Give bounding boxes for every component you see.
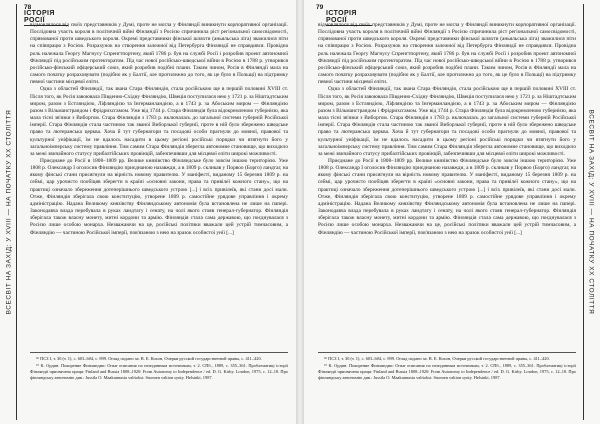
right-footnotes [318,352,576,382]
left-page-number: 78 [24,4,32,11]
right-side-title: ВСЕСВІТ НА ЗАХІД: У XVIII — НА ПОЧАТКУ XX СТОЛІТТЯ [587,109,595,315]
left-side-column [2,4,17,420]
left-footnotes [30,352,288,382]
right-footnote-1: ⁶⁶ ПСЗ I, т. 30 (т. 1), с. 603–604, с. 899. Огляд подано за: В. Е. Кохон, Очерки русской государственной правы, с. 411–420. [324,356,550,361]
right-page-header [316,4,323,11]
left-paragraph-3: Приєднане до Росії в 1808–1809 рр. Велике князівство Фінляндське було зовсім іншою територією. Уже 1808 р. Олександр I оголосив Фінляндію приєднаною назавжди, а в 1809 р. скликав у Порвоо (Борго) ландтаг, на якому фінські стани присягнули на вірність новому правителю. У маніфесті, виданому 15 березня 1809 р. на сеймі, цар урочисто пообіцяв зберегти в країні «основні закони, права та привілеї кожного стану», що на практиці означало збереження дотеперішнього шведського устрою [...] і всіх привілеїв, які стани досі мали. Отже, Фінляндія зберігала свою конституцію, утворене 1809 р. самостійне урядове управління і окрему адміністрацію. Надана Великому князівству Фінляндському автономія була встановлена не лише на папері. Законодавча влада перебувала в руках ландтагу і сенату, на чолі якого стояв генерал-губернатор. Фінляндія зберігала також власну монету, митні кордони та армію. Фінляндія стала сама державою, що поєднувалася з Росією лише особою монарха. Незважаючи на це, російські політики вважали цей устрій тимчасовим, а Фінляндію — частиною Російської імперії, пов'язаною з нею на зразок особистої унії [...] [30,157,288,236]
right-footnote-2: ⁶⁷ К. Ордин. Покорение Финляндии: Опыт описания по неизданным источникам, т. 2. СПб., 1889, с. 355–361. Проблематиці історії Фінляндії присвячена праця: Finland and Russia 1808–1920: From Autonomy to Independence / ed. D. G. Kirby. London, 1975, с. 12–18. Про фінляндську автономію див.: Jussila O. Maakunnasta valtioksi: Suomen valtion synty. Helsinki, 1987. [318,362,576,380]
book-gutter [296,0,304,424]
right-side-column [583,4,598,420]
right-body-text [318,22,576,237]
right-page-number: 79 [316,4,324,11]
left-page [0,0,296,424]
right-paragraph-3: Приєднане до Росії в 1808–1809 рр. Велике князівство Фінляндське було зовсім іншою територією. Уже 1808 р. Олександр I оголосив Фінляндію приєднаною назавжди, а в 1809 р. скликав у Порвоо (Борго) ландтаг, на якому фінські стани присягнули на вірність новому правителю. У маніфесті, виданому 15 березня 1809 р. на сеймі, цар урочисто пообіцяв зберегти в країні «основні закони, права та привілеї кожного стану», що на практиці означало збереження дотеперішнього шведського устрою [...] і всіх привілеїв, які стани досі мали. Отже, Фінляндія зберігала свою конституцію, утворене 1809 р. самостійне урядове управління і окрему адміністрацію. Надана Великому князівству Фінляндському автономія була встановлена не лише на папері. Законодавча влада перебувала в руках ландтагу і сенату, на чолі якого стояв генерал-губернатор. Фінляндія зберігала також власну монету, митні кордони та армію. Фінляндія стала сама державою, що поєднувалася з Росією лише особою монарха. Незважаючи на це, російські політики вважали цей устрій тимчасовим, а Фінляндію — частиною Російської імперії, пов'язаною з нею на зразок особистої унії [...] [318,157,576,236]
right-running-head: ІСТОРІЯ РОСІЇ [326,10,372,26]
right-paragraph-2: Одна з областей Фінляндії, так звана Стара Фінляндія, стала російською ще в першій половині XVIII ст. Після того, як Росія завоювала Південно-Східну Фінляндію, Швеція поступилася нею у 1721 р. за Ніштадтським миром, разом з Естляндією, Ліфляндією та Інгерманландією, а в 1743 р. за Абоським миром — Фінляндією разом з Вільманстрандом і Фрідрихсгамом. Уже від 1744 р. Стара Фінляндія була відокремленою губернією, яка мала тісні зв'язки з Виборгом. Стара Фінляндія з 1783 р. включалась до загальної системи губерній Російської імперії. Стара Фінляндія стала частиною так званої Виборзької губернії, проте в ній було збережено шведське право та лютеранська церква. Хоча й тут губернатори та посадові особи прагнули до мовної, правової та культурної уніфікації, їм не вдалось насадити в цьому регіоні російські порядки чи втягнути його у загальноімперську систему правління. Тим самим Стара Фінляндія зберегла автономне становище, що виходило за межі звичайного статусу прибалтійських провінцій, забезпечивши для місцевої еліти широкі можливості. [318,86,576,157]
left-body-text [30,22,288,237]
left-side-title: ВСЕСВІТ НА ЗАХІД: У XVIII — НА ПОЧАТКУ XX СТОЛІТТЯ [5,109,13,315]
left-footnote-1: ⁶⁶ ПСЗ I, т. 30 (т. 1), с. 603–604, с. 899. Огляд подано за: В. Е. Кохон, Очерки русской государственной правы, с. 411–420. [36,356,262,361]
left-paragraph-2: Одна з областей Фінляндії, так звана Стара Фінляндія, стала російською ще в першій половині XVIII ст. Після того, як Росія завоювала Південно-Східну Фінляндію, Швеція поступилася нею у 1721 р. за Ніштадтським миром, разом з Естляндією, Ліфляндією та Інгерманландією, а в 1743 р. за Абоським миром — Фінляндією разом з Вільманстрандом і Фрідрихсгамом. Уже від 1744 р. Стара Фінляндія була відокремленою губернією, яка мала тісні зв'язки з Виборгом. Стара Фінляндія з 1783 р. включалась до загальної системи губерній Російської імперії. Стара Фінляндія стала частиною так званої Виборзької губернії, проте в ній було збережено шведське право та лютеранська церква. Хоча й тут губернатори та посадові особи прагнули до мовної, правової та культурної уніфікації, їм не вдалось насадити в цьому регіоні російські порядки чи втягнути його у загальноімперську систему правління. Тим самим Стара Фінляндія зберегла автономне становище, що виходило за межі звичайного статусу прибалтійських провінцій, забезпечивши для місцевої еліти широкі можливості. [30,86,288,157]
right-page [304,0,600,424]
left-paragraph-1: відмовлялося від своїх представників у Думі, проте не могла у Фінляндії виникнути корпоративної організації. Послідовна участь короля в політичній війні Фінляндії з Росією спричинила ріст регіональної самосвідомості, спрямованої проти шведського короля. Окремі представники фінської шляхти (аньяльська ліга) зважилися піти на співпрацю з Росією. Розрахунок на створення залежної від Петербурга Фінляндії не справдився. Провідна роль належала Георгу Магнусу Спренгтпортену, який 1786 р. був на службі Росії і розробив проект автономної Фінляндії під російським протекторатом. Під час нової російсько-шведської війни в Росією в 1788 р. утворився російсько-фінський офіцерський союз, який розробив подібні плани. Таким чином, Росія в Фінляндії мала на самого початку розраховувати (подібно як у Балтії, але протилежно до того, як це було в Польщі) на підтримку певної частини місцевої еліти. [30,22,288,86]
left-footnote-2: ⁶⁷ К. Ордин. Покорение Финляндии: Опыт описания по неизданным источникам, т. 2. СПб., 1889, с. 355–361. Проблематиці історії Фінляндії присвячена праця: Finland and Russia 1808–1920: From Autonomy to Independence / ed. D. G. Kirby. London, 1975, с. 12–18. Про фінляндську автономію див.: Jussila O. Maakunnasta valtioksi: Suomen valtion synty. Helsinki, 1987. [30,362,288,380]
left-running-head: ІСТОРІЯ РОСІЇ [24,10,68,26]
right-paragraph-1: відмовлялося від своїх представників у Думі, проте не могла у Фінляндії виникнути корпоративної організації. Послідовна участь короля в політичній війні Фінляндії з Росією спричинила ріст регіональної самосвідомості, спрямованої проти шведського короля. Окремі представники фінської шляхти (аньяльська ліга) зважилися піти на співпрацю з Росією. Розрахунок на створення залежної від Петербурга Фінляндії не справдився. Провідна роль належала Георгу Магнусу Спренгтпортену, який 1786 р. був на службі Росії і розробив проект автономної Фінляндії під російським протекторатом. Під час нової російсько-шведської війни в Росією в 1788 р. утворився російсько-фінський офіцерський союз, який розробив подібні плани. Таким чином, Росія в Фінляндії мала на самого початку розраховувати (подібно як у Балтії, але протилежно до того, як це було в Польщі) на підтримку певної частини місцевої еліти. [318,22,576,86]
